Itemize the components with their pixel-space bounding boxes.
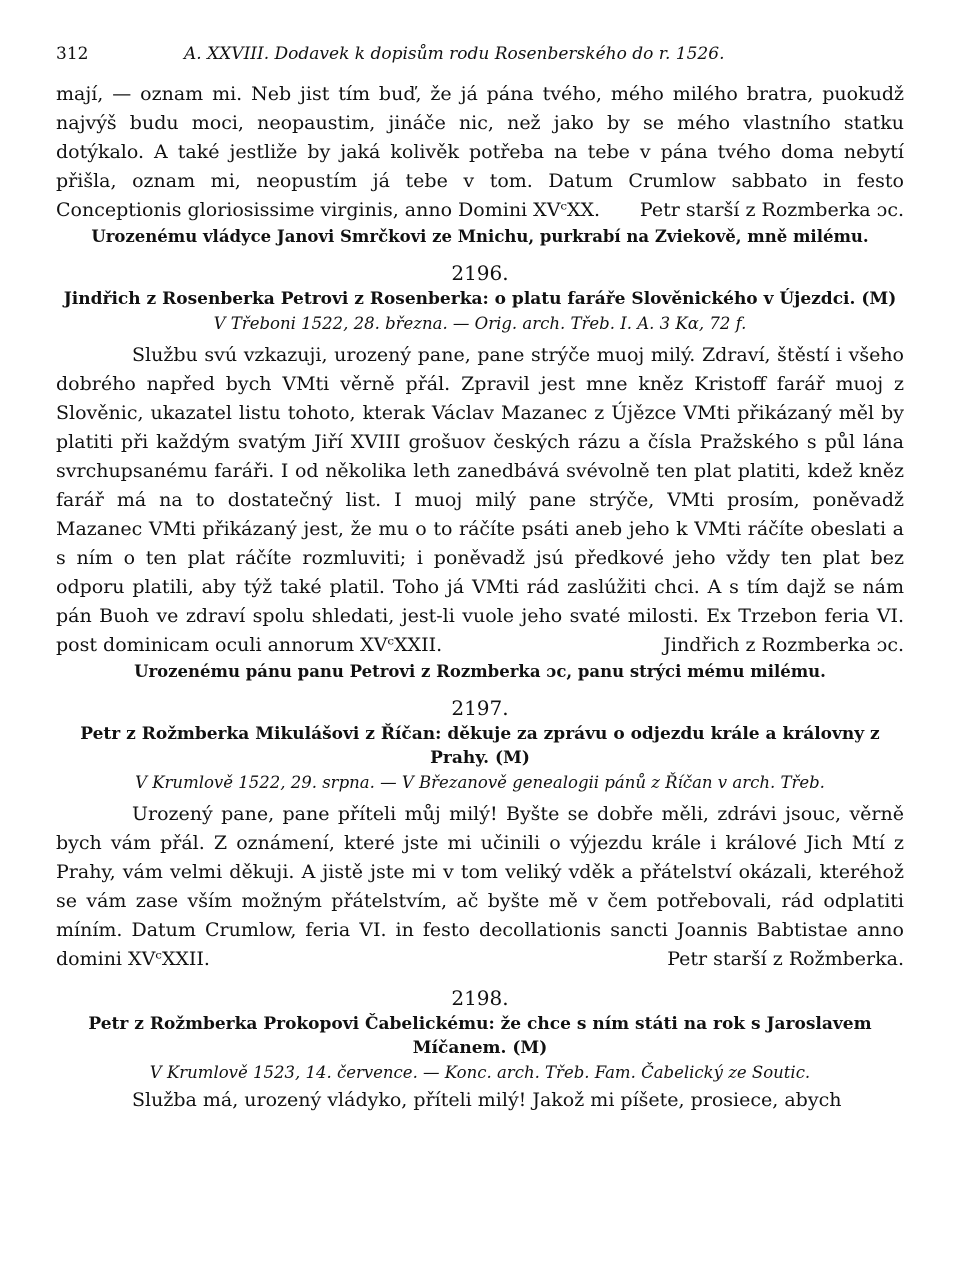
letter-body: mají, — oznam mi. Neb jist tím buď, že já pána tvého, mého milého bratra, puokudž najvýš budu moci, neopaustim, jináče nic, než jako by se mého vlastního statku dotýkalo. A také jestliže by jaká kolivěk potřeba na tebe v pána tvého doma nebytí přišla, oznam mi, neopustím já tebe v tom. Datum Crumlow sabbato in festo Conceptionis gloriosissime virginis, anno Domini XVᶜXX. — [56, 83, 904, 221]
letter-number: 2198. — [451, 986, 509, 1010]
page-header — [56, 44, 904, 80]
letter-2198 — [56, 984, 904, 1115]
letter-number: 2197. — [451, 696, 509, 720]
letter-address: Urozenému pánu panu Petrovi z Rozmberka ɔc, panu strýci mému milému. — [134, 662, 826, 681]
letter-address: Urozenému vládyce Janovi Smrčkovi ze Mnichu, purkrabí na Zviekově, mně milému. — [91, 227, 869, 246]
letter-2197 — [56, 694, 904, 974]
page-number: 312 — [56, 44, 89, 64]
letter-text — [56, 80, 904, 225]
letter-regest: Petr z Rožmberka Mikulášovi z Říčan: děkuje za zprávu o odjezdu krále a královny z Prahy. (M) — [80, 724, 880, 768]
letter-source: V Krumlově 1522, 29. srpna. — V Březanově genealogii pánů z Říčan v arch. Třeb. — [135, 773, 825, 792]
letter-source: V Krumlově 1523, 14. července. — Konc. arch. Třeb. Fam. Čabelický ze Soutic. — [149, 1063, 811, 1082]
letter-body: Urozený pane, pane příteli můj milý! Byšte se dobře měli, zdrávi jsouc, věrně bych vám přál. Z oznámení, které jste mi učinili o výjezdu krále i králové Jich Mtí z Prahy, vám velmi děkuji. A jistě jste mi v tom veliký vděk a přátelství okázali, kteréhož se vám zase vším možným přátelstvím, ač byšte mě v čem potřebovali, rád odplatiti míním. Datum Crumlow, feria VI. in festo decollationis sancti Joannis Babtistae anno domini XVᶜXXII. — [56, 803, 904, 970]
letter-text — [56, 800, 904, 974]
letter-text — [56, 341, 904, 660]
letter-regest: Petr z Rožmberka Prokopovi Čabelickému: že chce s ním státi na rok s Jaroslavem Míčanem. (M) — [88, 1014, 872, 1058]
letter-signature: Petr starší z Rozmberka ɔc. — [639, 199, 904, 221]
letter-signature: Petr starší z Rožmberka. — [667, 948, 904, 970]
letter-number: 2196. — [451, 261, 509, 285]
letter-2196 — [56, 259, 904, 684]
letter-text — [56, 1086, 904, 1115]
running-title: A. XXVIII. Dodavek k dopisům rodu Rosenberského do r. 1526. — [184, 44, 725, 64]
letter-regest: Jindřich z Rosenberka Petrovi z Rosenberka: o platu faráře Slověnického v Újezdci. (M) — [63, 289, 897, 309]
letter-source: V Třeboni 1522, 28. března. — Orig. arch. Třeb. I. A. 3 Kα, 72 f. — [213, 314, 747, 333]
letter-body: Služba má, urozený vládyko, příteli milý! Jakož mi píšete, prosiece, abych — [132, 1089, 842, 1111]
letter-body: Službu svú vzkazuji, urozený pane, pane strýče muoj milý. Zdraví, štěstí i všeho dobrého napřed bych VMti věrně přál. Zpravil jest mne kněz Kristoff farář muoj z Slověnic, ukazatel listu tohoto, kterak Václav Mazanec z Újězce VMti přikázaný měl by platiti při každým svatým Jiří XVIII grošuov českých rázu a čísla Pražského s půl lána svrchupsanému faráři. I od několika leth zanedbává svévolně ten plat platiti, kdež kněz farář má na to dostatečný list. I muoj milý pane strýče, VMti prosím, poněvadž Mazanec VMti přikázaný jest, že mu o to ráčíte psáti aneb jeho k VMti ráčíte obeslati a s ním o ten plat ráčíte rozmluviti; i poněvadž jsú předkové jeho vždy ten plat bez odporu platili, aby týž také platil. Toho já VMti rád zaslúžiti chci. A s tím dajž se nám pán Buoh ve zdraví spolu shledati, jest-li vuole jeho svaté milosti. Ex Trzebon feria VI. post dominicam oculi annorum XVᶜXXII. — [56, 344, 904, 656]
previous-letter-continuation — [56, 80, 904, 249]
letter-signature: Jindřich z Rozmberka ɔc. — [663, 634, 904, 656]
